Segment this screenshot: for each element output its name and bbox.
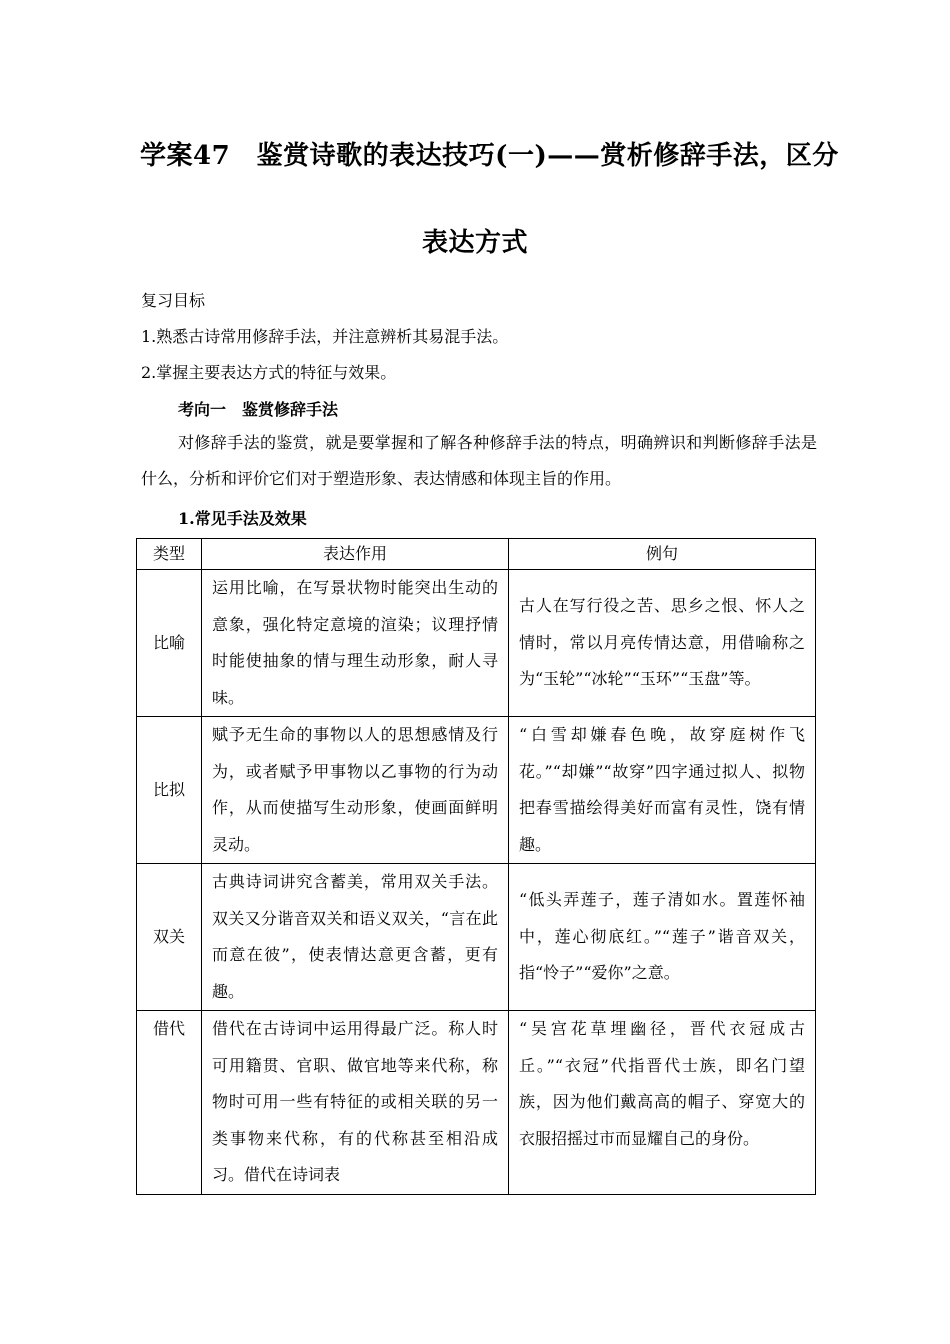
- table-row: [137, 864, 816, 1011]
- row-type: 比喻: [137, 570, 202, 717]
- section-heading: 考向一 鉴赏修辞手法: [178, 400, 339, 419]
- section-intro: 对修辞手法的鉴赏，就是要掌握和了解各种修辞手法的特点，明确辨识和判断修辞手法是什么，分析和评价它们对于塑造形象、表达情感和体现主旨的作用。: [141, 433, 817, 488]
- page-title-line1: 学案47 鉴赏诗歌的表达技巧(一)——赏析修辞手法，区分: [140, 141, 839, 171]
- table-header-row: [137, 539, 816, 570]
- table-row: [137, 570, 816, 717]
- row-type: 借代: [137, 1011, 202, 1195]
- row-effect: 赋予无生命的事物以人的思想感情及行为，或者赋予甲事物以乙事物的行为动作，从而使描写生动形象，使画面鲜明灵动。: [202, 717, 509, 864]
- table-row: [137, 1011, 816, 1195]
- row-effect: 运用比喻，在写景状物时能突出生动的意象，强化特定意境的渲染；议理抒情时能使抽象的情与理生动形象，耐人寻味。: [202, 570, 509, 717]
- rhetoric-table: [136, 538, 816, 1195]
- review-heading: 复习目标: [141, 291, 206, 310]
- row-type: 比拟: [137, 717, 202, 864]
- section-subheading: 1.常见手法及效果: [178, 509, 307, 528]
- row-example: “白雪却嫌春色晚，故穿庭树作飞花。”“却嫌”“故穿”四字通过拟人、拟物把春雪描绘得美好而富有灵性，饶有情趣。: [509, 717, 816, 864]
- row-effect: 借代在古诗词中运用得最广泛。称人时可用籍贯、官职、做官地等来代称，称物时可用一些有特征的或相关联的另一类事物来代称，有的代称甚至相沿成习。借代在诗词表: [202, 1011, 509, 1195]
- header-example: 例句: [509, 539, 816, 570]
- row-example: “低头弄莲子，莲子清如水。置莲怀袖中，莲心彻底红。”“莲子”谐音双关，指“怜子”“爱你”之意。: [509, 864, 816, 1011]
- row-type: 双关: [137, 864, 202, 1011]
- row-example: 古人在写行役之苦、思乡之恨、怀人之情时，常以月亮传情达意，用借喻称之为“玉轮”“冰轮”“玉环”“玉盘”等。: [509, 570, 816, 717]
- row-example: “吴宫花草埋幽径，晋代衣冠成古丘。”“衣冠”代指晋代士族，即名门望族，因为他们戴高高的帽子、穿宽大的衣服招摇过市而显耀自己的身份。: [509, 1011, 816, 1195]
- header-effect: 表达作用: [202, 539, 509, 570]
- review-item-1: 1.熟悉古诗常用修辞手法，并注意辨析其易混手法。: [141, 327, 509, 346]
- header-type: 类型: [137, 539, 202, 570]
- review-item-2: 2.掌握主要表达方式的特征与效果。: [141, 363, 397, 382]
- table-row: [137, 717, 816, 864]
- row-effect: 古典诗词讲究含蓄美，常用双关手法。双关又分谐音双关和语义双关，“言在此而意在彼”，使表情达意更含蓄，更有趣。: [202, 864, 509, 1011]
- page-title-line2: 表达方式: [421, 228, 528, 258]
